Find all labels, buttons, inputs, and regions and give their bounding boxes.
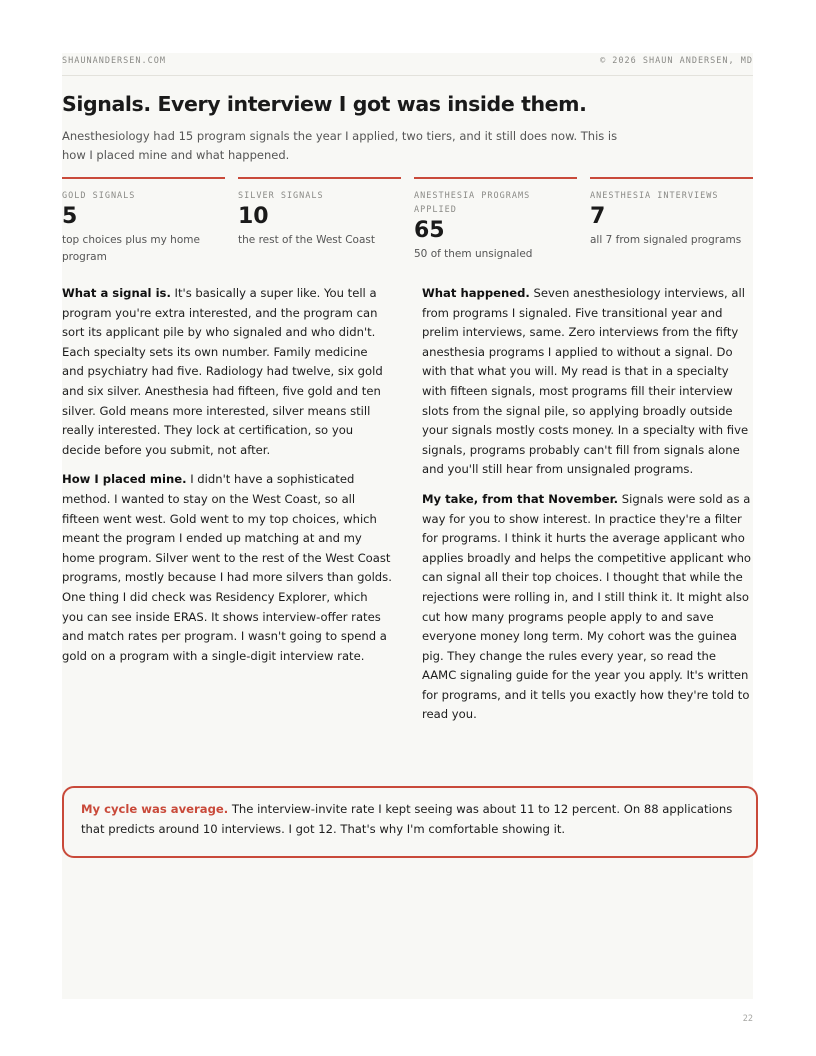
section-body: It's basically a super like. You tell a program you're extra interested, and the program can sort its applicant pile by who signaled and who didn't. Each specialty sets its own number. Family medicine and psychiatry had five. Radiology had twelve, six gold and six silver. Anesthesia had fifteen, five gold and ten silver. Gold means more interested, silver means still really interested. They lock at certification, so you decide before you submit, not after.: [62, 286, 383, 457]
section-what-happened: [422, 284, 752, 480]
section-heading: What a signal is.: [62, 286, 171, 300]
stat-label: ANESTHESIA PROGRAMS APPLIED: [414, 191, 531, 215]
stats-row: [62, 177, 753, 267]
stat-sub: all 7 from signaled programs: [590, 234, 742, 246]
stat-value: 7: [590, 204, 606, 229]
stat-sub: 50 of them unsignaled: [414, 248, 533, 260]
callout-heading: My cycle was average.: [81, 802, 229, 816]
stat-value: 5: [62, 204, 78, 229]
stat-silver-signals: [238, 177, 401, 249]
section-body: Signals were sold as a way for you to show interest. In practice they're a filter for programs. I think it hurts the average applicant who applies broadly and helps the competitive applicant who can signal all their top choices. I thought that while the rejections were rolling in, and I still think it. It might also cut how many programs people apply to and save everyone money long term. My cohort was the guinea pig. They change the rules every year, so read the AAMC signaling guide for the year you apply. It's written for programs, and it tells you exactly how they're told to read you.: [422, 491, 752, 722]
intro-text: Anesthesiology had 15 program signals the year I applied, two tiers, and it still does now. This is how I placed mine and what happened.: [62, 129, 618, 162]
section-body: I didn't have a sophisticated method. I wanted to stay on the West Coast, so all fifteen went west. Gold went to my top choices, which meant the program I ended up matching at and my home program. Silver went to the rest of the West Coast programs, mostly because I had more silvers than golds. One thing I did check was Residency Explorer, which you can see inside ERAS. It shows interview-offer rates and match rates per program. I wasn't going to spend a gold on a program with a single-digit interview rate.: [62, 472, 392, 663]
section-heading: How I placed mine.: [62, 472, 187, 487]
stat-value: 10: [238, 204, 269, 229]
stat-sub: top choices plus my home program: [62, 234, 200, 263]
section-how-placed: [62, 470, 392, 666]
right-column: [422, 284, 752, 735]
running-header: [62, 53, 753, 76]
page-title: Signals. Every interview I got was inside them.: [62, 92, 587, 116]
stat-interviews: [590, 177, 753, 249]
stat-gold-signals: [62, 177, 225, 266]
section-body: Seven anesthesiology interviews, all from programs I signaled. Five transitional year and prelim interviews, same. Zero interviews from the fifty anesthesia programs I applied to without a signal. Do with that what you will. My read is that in a specialty with fifteen signals, most programs fill their interview slots from the signal pile, so applying broadly outside your signals mostly costs money. In a specialty with five signals, programs probably can't fill from signals alone and you'll still hear from unsignaled programs.: [422, 286, 749, 477]
stat-label: ANESTHESIA INTERVIEWS: [590, 191, 719, 201]
callout-body: The interview-invite rate I kept seeing was about 11 to 12 percent. On 88 applications that predicts around 10 interviews. I got 12. That's why I'm comfortable showing it.: [81, 802, 733, 836]
site-name: SHAUNANDERSEN.COM: [62, 56, 166, 66]
section-what-signal: [62, 284, 392, 460]
stat-label: SILVER SIGNALS: [238, 191, 324, 201]
stat-label: GOLD SIGNALS: [62, 191, 136, 201]
stat-sub: the rest of the West Coast: [238, 234, 375, 246]
section-heading: My take, from that November.: [422, 491, 619, 506]
callout-box: [62, 786, 758, 858]
left-column: [62, 284, 392, 676]
page-number: 22: [742, 1014, 753, 1024]
section-heading: What happened.: [422, 286, 530, 300]
section-my-take: [422, 490, 752, 725]
stat-programs-applied: [414, 177, 577, 263]
stat-value: 65: [414, 218, 445, 243]
copyright: © 2026 SHAUN ANDERSEN, MD: [600, 56, 753, 66]
